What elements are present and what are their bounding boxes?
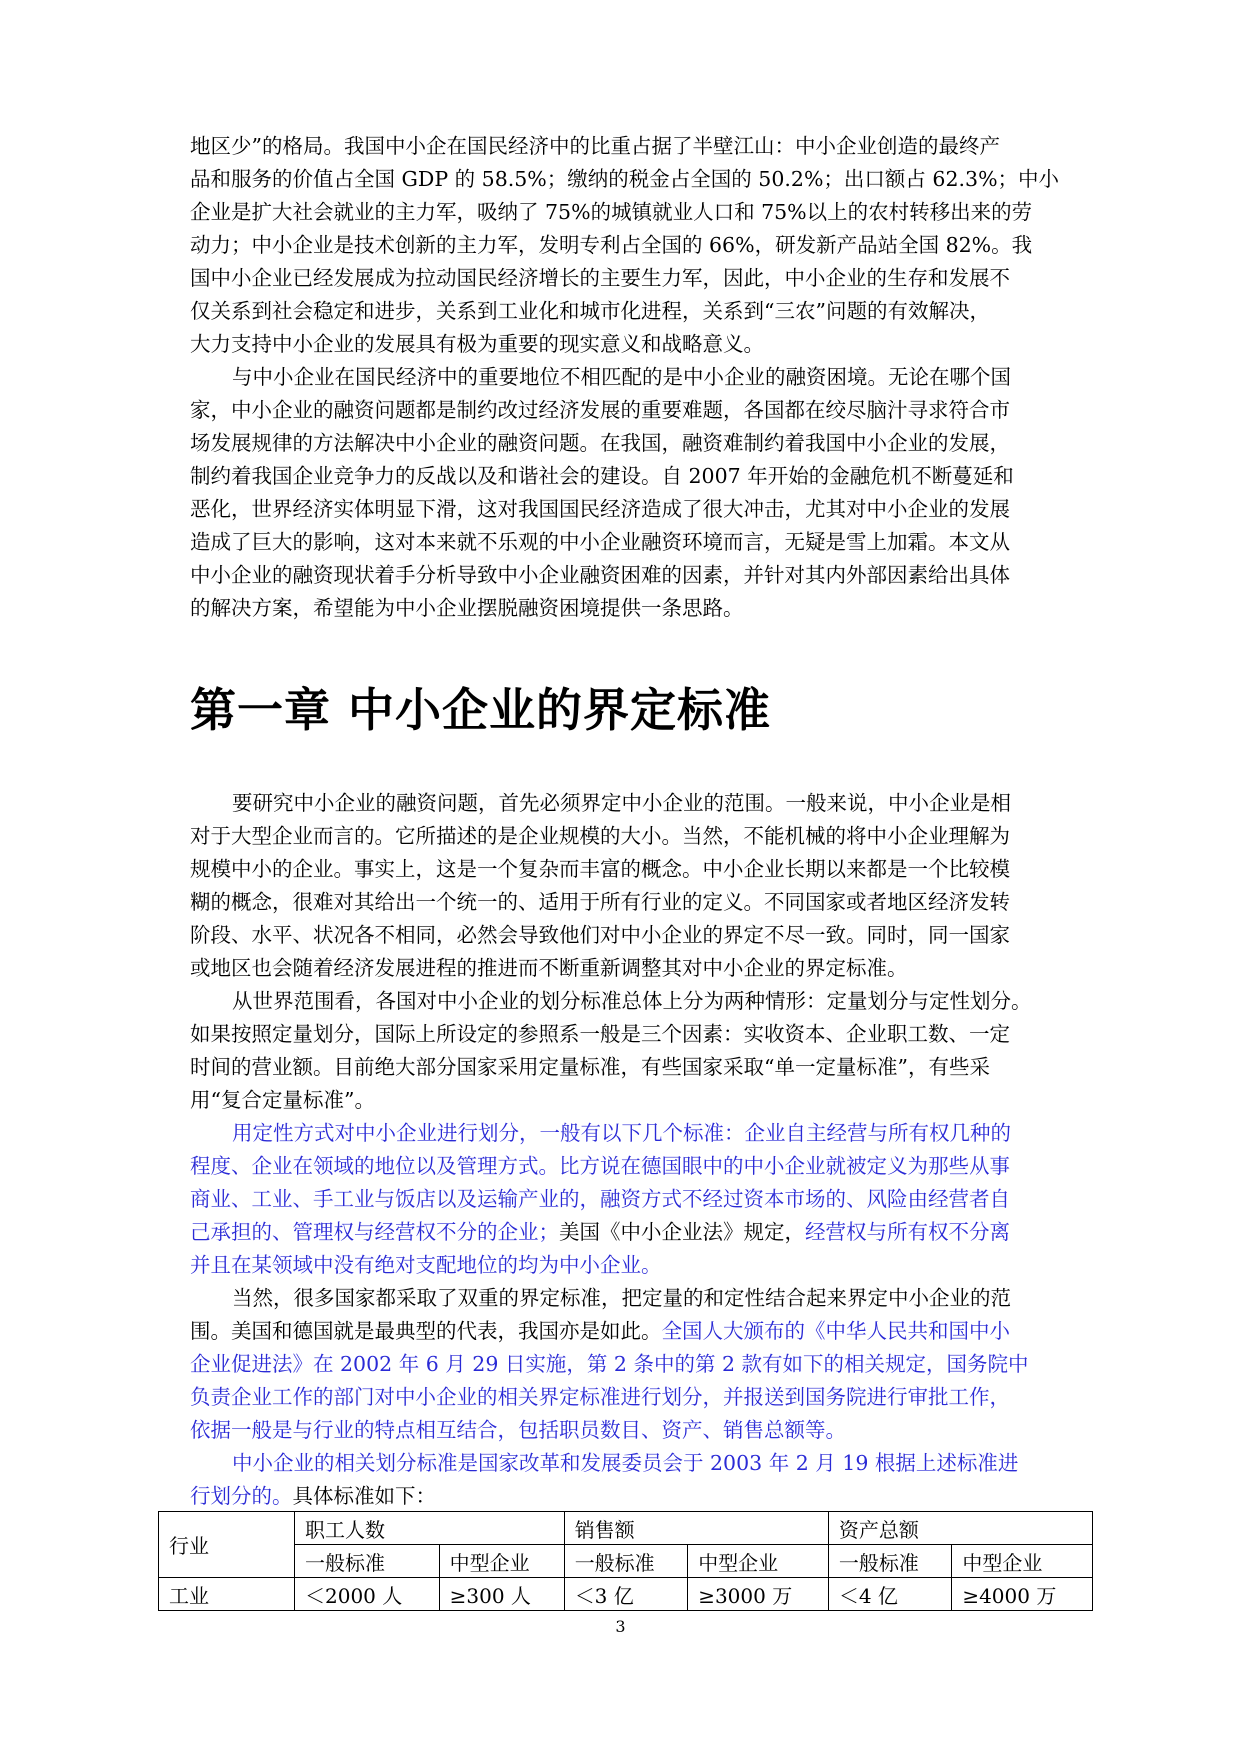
header-employees: 职工人数	[295, 1512, 565, 1545]
text-segment: 全国人大颁布的《中华人民共和国中小	[661, 1319, 1010, 1343]
text-line	[190, 1315, 1060, 1348]
text-line: 动力；中小企业是技术创新的主力军，发明专利占全国的 66%，研发新产品站全国 82%。我	[190, 233, 1033, 257]
text-line: 家，中小企业的融资问题都是制约改过经济发展的重要难题，各国都在绞尽脑汁寻求符合市	[190, 398, 1010, 422]
table-row	[159, 1578, 1093, 1611]
paragraph-dual-standards	[190, 1282, 1060, 1447]
text-line: 并且在某领域中没有绝对支配地位的均为中小企业。	[190, 1253, 662, 1277]
text-segment: 具体标准如下：	[292, 1484, 436, 1508]
text-line: 制约着我国企业竞争力的反战以及和谐社会的建设。自 2007 年开始的金融危机不断蔓延和	[190, 464, 1014, 488]
text-line: 企业促进法》在 2002 年 6 月 29 日实施，第 2 条中的第 2 款有如下的相关规定，国务院中	[190, 1352, 1029, 1376]
text-line: 要研究中小企业的融资问题，首先必须界定中小企业的范围。一般来说，中小企业是相	[232, 791, 1011, 815]
text-line: 的解决方案，希望能为中小企业摆脱融资困境提供一条思路。	[190, 596, 744, 620]
text-line: 中小企业的融资现状着手分析导致中小企业融资困难的因素，并针对其内外部因素给出具体	[190, 563, 1010, 587]
text-line	[190, 1480, 1060, 1513]
text-line: 规模中小的企业。事实上，这是一个复杂而丰富的概念。中小企业长期以来都是一个比较模	[190, 857, 1010, 881]
table-cell: ≥300 人	[439, 1578, 564, 1611]
subheader-cell: 一般标准	[564, 1545, 688, 1578]
text-line: 对于大型企业而言的。它所描述的是企业规模的大小。当然，不能机械的将中小企业理解为	[190, 824, 1010, 848]
header-assets: 资产总额	[828, 1512, 1092, 1545]
text-segment: 美国《中小企业法》规定，	[559, 1220, 805, 1244]
subheader-cell: 中型企业	[688, 1545, 829, 1578]
paragraph-ndrc-standards	[190, 1447, 1060, 1513]
paragraph-definition-intro	[190, 787, 1060, 985]
paragraph-qualitative-standards	[190, 1117, 1060, 1282]
text-line: 企业是扩大社会就业的主力军，吸纳了 75%的城镇就业人口和 75%以上的农村转移出来的劳	[190, 200, 1033, 224]
paragraph-quantitative-standards	[190, 985, 1060, 1117]
table-cell: ＜3 亿	[564, 1578, 688, 1611]
classification-table	[158, 1511, 1093, 1611]
table-cell: 工业	[159, 1578, 295, 1611]
table-cell: ＜4 亿	[828, 1578, 952, 1611]
text-line: 从世界范围看，各国对中小企业的划分标准总体上分为两种情形：定量划分与定性划分。	[232, 989, 1032, 1013]
text-segment: 行划分的。	[190, 1484, 293, 1508]
table-header-row	[159, 1512, 1093, 1545]
chapter-heading: 第一章 中小企业的界定标准	[190, 683, 772, 737]
text-line: 与中小企业在国民经济中的重要地位不相匹配的是中小企业的融资困境。无论在哪个国	[232, 365, 1011, 389]
text-line: 当然，很多国家都采取了双重的界定标准，把定量的和定性结合起来界定中小企业的范	[232, 1286, 1011, 1310]
text-line: 商业、工业、手工业与饭店以及运输产业的，融资方式不经过资本市场的、风险由经营者自	[190, 1187, 1010, 1211]
header-industry: 行业	[159, 1512, 295, 1578]
text-line: 如果按照定量划分，国际上所设定的参照系一般是三个因素：实收资本、企业职工数、一定	[190, 1022, 1010, 1046]
text-line: 中小企业的相关划分标准是国家改革和发展委员会于 2003 年 2 月 19 根据上述标准进	[232, 1451, 1019, 1475]
text-line: 地区少”的格局。我国中小企在国民经济中的比重占据了半壁江山：中小企业创造的最终产	[190, 134, 1000, 158]
subheader-cell: 一般标准	[828, 1545, 952, 1578]
text-line: 糊的概念，很难对其给出一个统一的、适用于所有行业的定义。不同国家或者地区经济发转	[190, 890, 1010, 914]
text-line: 仅关系到社会稳定和进步，关系到工业化和城市化进程，关系到“三农”问题的有效解决，	[190, 299, 990, 323]
table-cell: ＜2000 人	[295, 1578, 440, 1611]
paragraph-gdp-share	[190, 130, 1060, 361]
text-line: 场发展规律的方法解决中小企业的融资问题。在我国，融资难制约着我国中小企业的发展，	[190, 431, 1010, 455]
text-line: 阶段、水平、状况各不相同，必然会导致他们对中小企业的界定不尽一致。同时，同一国家	[190, 923, 1010, 947]
text-line: 造成了巨大的影响，这对本来就不乐观的中小企业融资环境而言，无疑是雪上加霜。本文从	[190, 530, 1010, 554]
table-cell: ≥3000 万	[688, 1578, 829, 1611]
text-line: 大力支持中小企业的发展具有极为重要的现实意义和战略意义。	[190, 332, 764, 356]
text-line: 国中小企业已经发展成为拉动国民经济增长的主要生力军，因此，中小企业的生存和发展不	[190, 266, 1010, 290]
table-cell: ≥4000 万	[952, 1578, 1093, 1611]
text-line	[190, 1216, 1060, 1249]
text-segment: 己承担的、管理权与经营权不分的企业；	[190, 1220, 559, 1244]
text-line: 依据一般是与行业的特点相互结合，包括职员数目、资产、销售总额等。	[190, 1418, 846, 1442]
subheader-cell: 一般标准	[295, 1545, 440, 1578]
text-segment: 围。美国和德国就是最典型的代表，我国亦是如此。	[190, 1319, 662, 1343]
paragraph-financing-dilemma	[190, 361, 1060, 625]
text-segment: 经营权与所有权不分离	[805, 1220, 1010, 1244]
text-line: 或地区也会随着经济发展进程的推进而不断重新调整其对中小企业的界定标准。	[190, 956, 908, 980]
table-subheader-row	[159, 1545, 1093, 1578]
subheader-cell: 中型企业	[439, 1545, 564, 1578]
header-sales: 销售额	[564, 1512, 828, 1545]
page-number: 3	[615, 1617, 626, 1636]
text-line: 程度、企业在领域的地位以及管理方式。比方说在德国眼中的中小企业就被定义为那些从事	[190, 1154, 1010, 1178]
subheader-cell: 中型企业	[952, 1545, 1093, 1578]
text-line: 用定性方式对中小企业进行划分，一般有以下几个标准：企业自主经营与所有权几种的	[232, 1121, 1011, 1145]
text-line: 品和服务的价值占全国 GDP 的 58.5%；缴纳的税金占全国的 50.2%；出口额占 62.3%；中小	[190, 167, 1060, 191]
text-line: 用“复合定量标准”。	[190, 1088, 375, 1112]
text-line: 负责企业工作的部门对中小企业的相关界定标准进行划分，并报送到国务院进行审批工作，	[190, 1385, 1010, 1409]
text-line: 恶化，世界经济实体明显下滑，这对我国国民经济造成了很大冲击，尤其对中小企业的发展	[190, 497, 1010, 521]
text-line: 时间的营业额。目前绝大部分国家采用定量标准，有些国家采取“单一定量标准”，有些采	[190, 1055, 990, 1079]
